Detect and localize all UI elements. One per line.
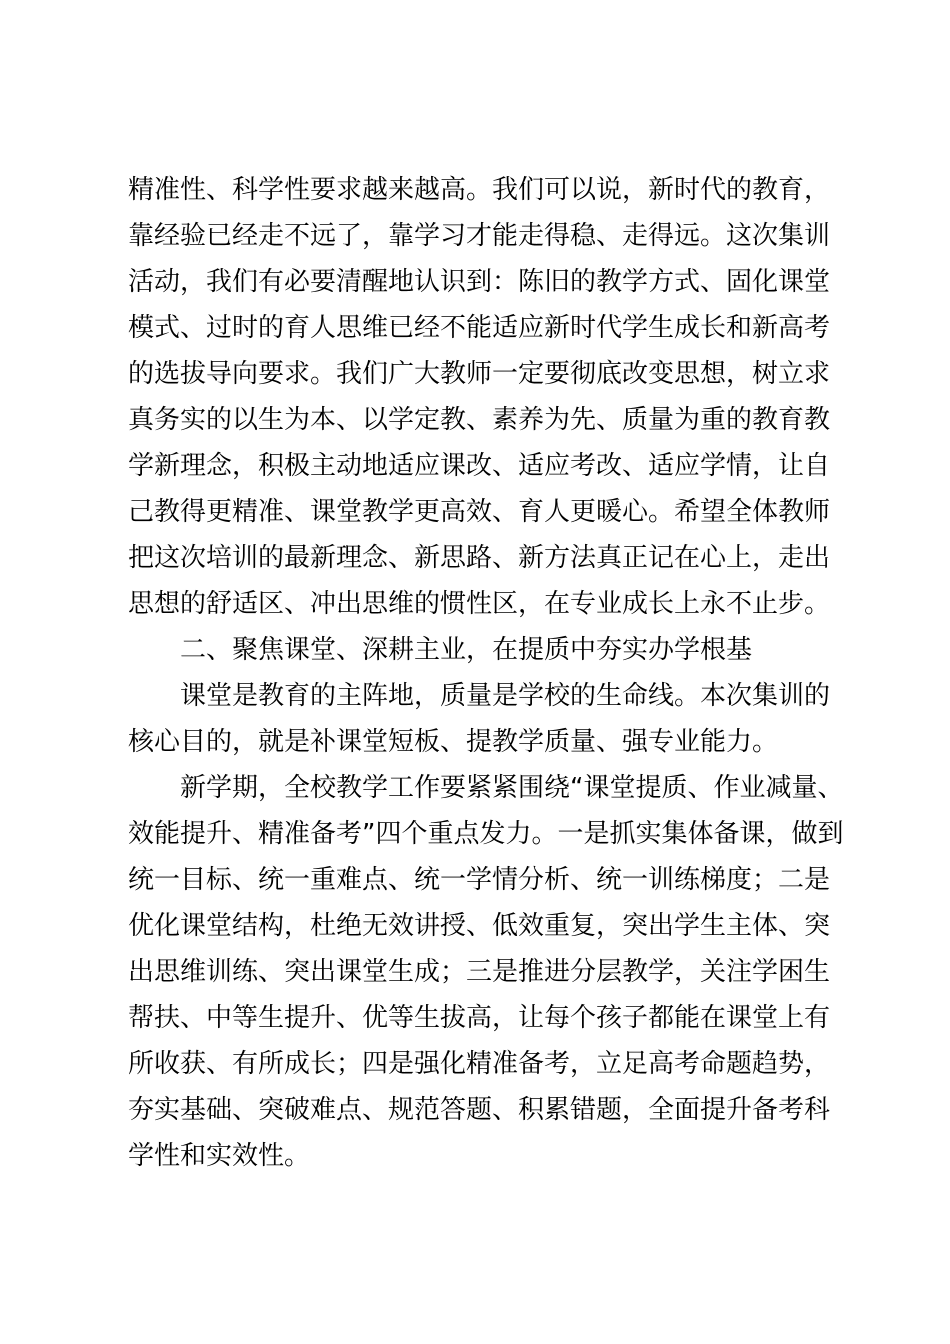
body-text-line: 精准性、科学性要求越来越高。我们可以说，新时代的教育， — [128, 175, 831, 205]
section-heading: 二、聚焦课堂、深耕主业，在提质中夯实办学根基 — [180, 635, 753, 665]
body-text-line: 优化课堂结构，杜绝无效讲授、低效重复，突出学生主体、突 — [128, 911, 831, 941]
body-text-line: 夯实基础、突破难点、规范答题、积累错题，全面提升备考科 — [128, 1095, 831, 1125]
body-text-line: 的选拔导向要求。我们广大教师一定要彻底改变思想，树立求 — [128, 359, 831, 389]
body-text-line: 靠经验已经走不远了，靠学习才能走得稳、走得远。这次集训 — [128, 221, 831, 251]
paragraph-first-line: 课堂是教育的主阵地，质量是学校的生命线。本次集训的 — [180, 681, 831, 711]
body-text-line: 活动，我们有必要清醒地认识到：陈旧的教学方式、固化课堂 — [128, 267, 831, 297]
body-text-line: 统一目标、统一重难点、统一学情分析、统一训练梯度；二是 — [128, 865, 831, 895]
body-text-line: 效能提升、精准备考”四个重点发力。一是抓实集体备课，做到 — [128, 819, 844, 849]
body-text-line: 帮扶、中等生提升、优等生拔高，让每个孩子都能在课堂上有 — [128, 1003, 831, 1033]
body-text-line: 思想的舒适区、冲出思维的惯性区，在专业成长上永不止步。 — [128, 589, 831, 619]
body-text-line: 模式、过时的育人思维已经不能适应新时代学生成长和新高考 — [128, 313, 831, 343]
body-text-line: 学新理念，积极主动地适应课改、适应考改、适应学情，让自 — [128, 451, 831, 481]
paragraph-first-line: 新学期，全校教学工作要紧紧围绕“课堂提质、作业减量、 — [180, 773, 844, 803]
body-text-line: 己教得更精准、课堂教学更高效、育人更暖心。希望全体教师 — [128, 497, 831, 527]
body-text-line: 真务实的以生为本、以学定教、素养为先、质量为重的教育教 — [128, 405, 831, 435]
body-text-line: 学性和实效性。 — [128, 1141, 311, 1171]
body-text-line: 出思维训练、突出课堂生成；三是推进分层教学，关注学困生 — [128, 957, 831, 987]
body-text-line: 把这次培训的最新理念、新思路、新方法真正记在心上，走出 — [128, 543, 831, 573]
body-text-line: 所收获、有所成长；四是强化精准备考，立足高考命题趋势， — [128, 1049, 831, 1079]
body-text-line: 核心目的，就是补课堂短板、提教学质量、强专业能力。 — [128, 727, 779, 757]
